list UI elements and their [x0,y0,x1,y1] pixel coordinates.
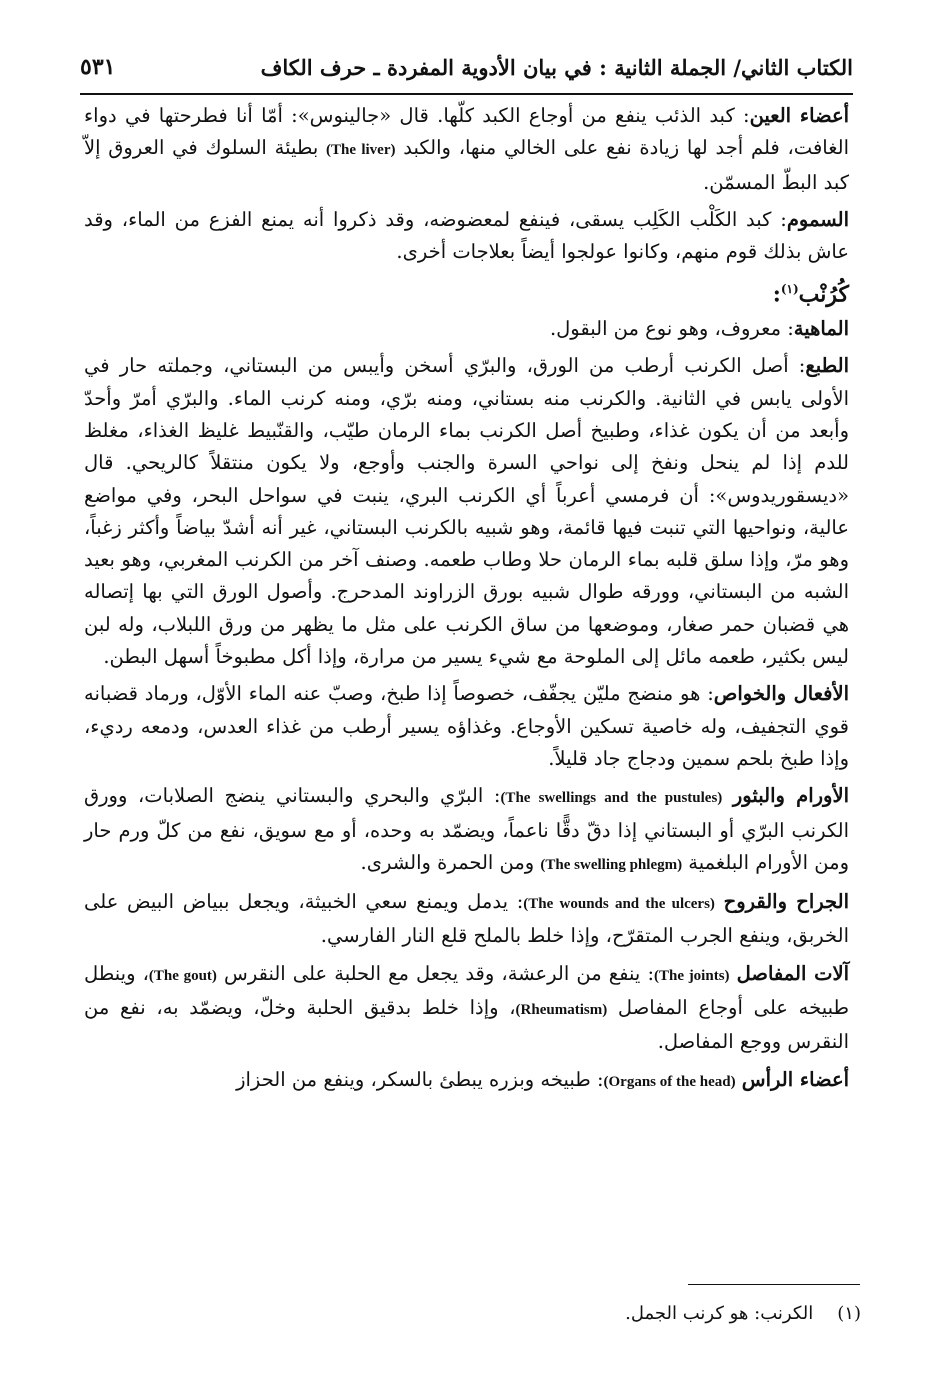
text-segment: : أصل الكرنب أرطب من الورق، والبرّي أسخن وأيبس من البستاني، وجملته حار في الأولى يابس في الثانية. والكرنب منه بستاني، ومنه برّي، ومنه كرنب الماء. والبرّي أمرّ وأحدّ وأبعد من أن يكون غذاء، وطبيخ أصل الكرنب بماء الرمان طيّب، والقنّبيط غليظ الغذاء، مغلظ للدم إذا لم ينحل ونفخ إلى نواحي السرة والجنب وأوجع، ولا يكون منتقلاً كالريحي. قال «ديسقوريدوس»: أن فرمسي أعرباً أي الكرنب البري، ينبت في سواحل البحر، وفي مواضع عالية، ونواحيها التي تنبت فيها قائمة، وهو شبيه بالكرنب البستاني، غير أنه أشدّ بياضاً وأكثر زغباً، وهو مرّ، وإذا سلق قلبه بماء الرمان حلا وطاب طعمه. وصنف آخر من الكرنب المغربي، وهو بعيد الشبه من البستاني، وورقه طوال شبيه بورق الزراوند المدحرج. وأصول الورق التي بها إتصاله هي قضبان حمر صغار، وموضعها من ساق الكرنب على مثل ما يظهر من ورق اللبلاب، وله لبن ليس بكثير، طعمه مائل إلى الملوحة مع شيء يسير من مرارة، وإذا أكل مطبوخاً أسهل البطن. [84,354,849,669]
text-segment [715,890,724,913]
english-term: (Organs of the head) [603,1073,736,1090]
paragraph-swellings [84,780,849,881]
text-segment: بطيئة السلوك في العروق إلاّ كبد البطّ المسمّن. [84,136,849,194]
term-wounds: الجراح والقروح [723,890,849,914]
footnote-text: الكرنب: هو كرنب الجمل. [625,1303,814,1324]
text-segment: : طبيخه وبزره يبطئ بالسكر، وينفع من الحزاز [236,1067,604,1091]
footnote-number: (١) [837,1303,861,1324]
term-nature: الطبع [805,354,849,378]
footnote-ref: (١) [780,282,799,297]
header-rule [80,93,853,95]
paragraph-poisons [84,204,849,269]
term-actions: الأفعال والخواص [713,682,849,706]
paragraph-joints [84,958,849,1059]
text-segment: ، وإذا خلط بدقيق الحلبة وخلّ، ويضمّد به، نفع من النقرس ووجع المفاصل. [84,996,849,1054]
running-title: الكتاب الثاني/ الجملة الثانية : في بيان الأدوية المفردة ـ حرف الكاف [260,54,853,80]
english-term: (The swellings and the pustules) [500,790,723,807]
term-joints: آلات المفاصل [736,961,849,985]
text-segment [730,962,737,985]
paragraph-wounds [84,886,849,953]
text-segment: : البرّي والبحري والبستاني ينضج الصلابات، وورق الكرنب البرّي أو البستاني إذا دقّ دقًّا ناعماً، ويضمّد به وحده، أو مع سويق، نفع من كلّ ورم حار ومن الأورام البلغمية [84,784,849,874]
text-segment: : هو منضج مليّن يجفّف، خصوصاً إذا طبخ، وصبّ عنه الماء الأوّل، ورماد قضبانه قوي التجفيف، وله خاصية تسكين الأوجاع. وغذاؤه يسير أرطب من غذاء العدس، ودمعه رديء، وإذا طبخ بلحم سمين ودجاج جاد قليلاً. [84,682,849,770]
text-segment [722,784,733,807]
entry-heading [84,273,849,311]
paragraph-eye-organs [84,100,849,199]
footnote-rule [688,1284,860,1285]
page-header [80,44,853,90]
text-segment: : معروف، وهو نوع من البقول. [549,317,794,341]
paragraph-quiddity [84,313,849,345]
term-head-organs: أعضاء الرأس [741,1067,849,1091]
english-term: (The gout) [148,967,217,984]
english-term: (The wounds and the ulcers) [523,896,715,913]
english-term: (The joints) [654,967,730,984]
page-number: ٥٣١ [80,54,116,80]
paragraph-head-organs [84,1064,849,1098]
english-term: (Rheumatism) [515,1002,608,1019]
text-segment: ، وينطل طبيخه على أوجاع المفاصل [84,961,849,1020]
english-term: (The swelling phlegm) [540,856,683,873]
text-segment: : كبد الكَلْب الكَلِب يسقى، فينفع لمعضوضه، وقد ذكروا أنه يمنع الفزع من الماء، وقد عاش بذلك قوم منهم، وكانوا عولجوا أيضاً بعلاجات أخرى. [84,207,849,264]
entry-colon: : [772,281,781,308]
paragraph-actions [84,678,849,775]
text-segment: : يدمل ويمنع سعي الخبيثة، ويجعل ببياض البيض على الخربق، وينفع الجرب المتقرّح، وإذا خلط بالملح قلع النار الفارسي. [84,890,849,948]
term-quiddity: الماهية [793,317,849,341]
text-segment: : كبد الذئب ينفع من أوجاع الكبد كلّها. قال «جالينوس»: أمّا أنا فطرحتها في دواء الغافت، فلم أجد لها زيادة نفع على الخالي منها، والكبد [84,104,849,160]
paragraph-nature [84,350,849,673]
term-swellings: الأورام والبثور [732,784,849,808]
footnote [84,1300,861,1328]
text-segment: ومن الحمرة والشرى. [360,850,541,874]
text-segment: : ينفع من الرعشة، وقد يجعل مع الحلبة على النقرس [216,961,655,985]
body-text [84,100,849,1103]
term-poisons: السموم [786,207,849,231]
english-term: (The liver) [326,142,396,159]
term-eye-organs: أعضاء العين [749,104,850,127]
entry-title: كُرُنْب [798,281,849,308]
